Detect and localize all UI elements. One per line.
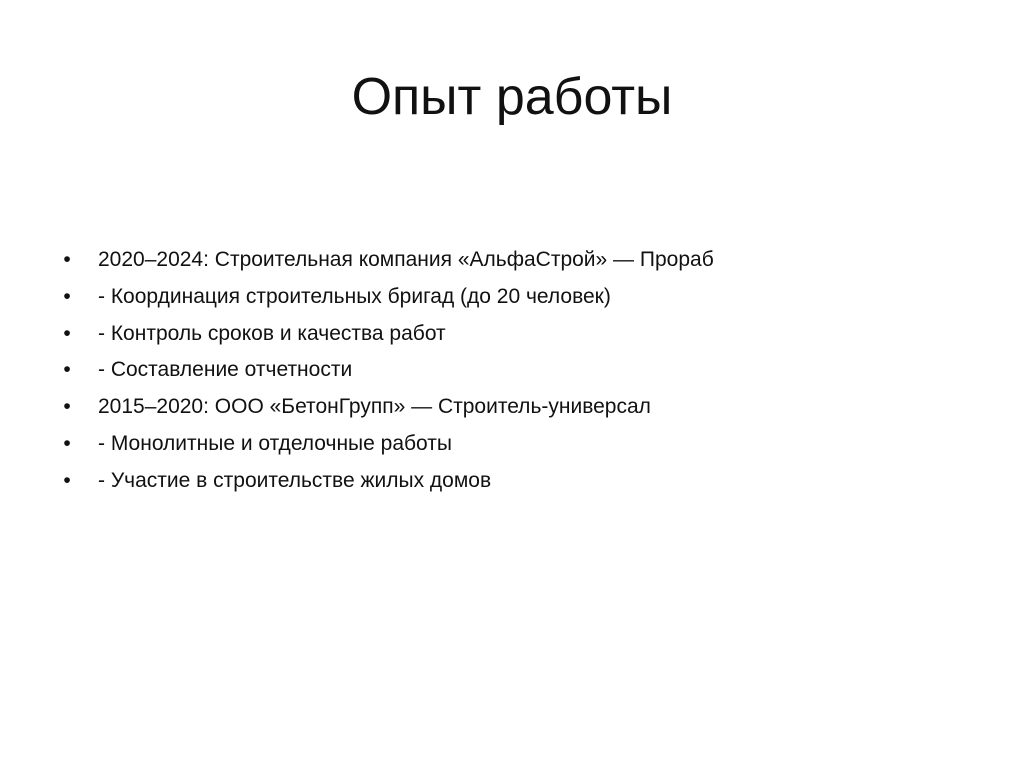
list-item-text: - Участие в строительстве жилых домов [98,468,492,492]
bullet-icon: • [63,431,71,455]
list-item-text: - Монолитные и отделочные работы [98,431,452,455]
list-item-text: - Координация строительных бригад (до 20 человек) [98,284,611,308]
bullet-icon: • [63,358,71,382]
list-item-text: 2020–2024: Строительная компания «АльфаСтрой» — Прораб [98,248,714,271]
list-item [56,428,714,465]
list-item [56,281,714,318]
list-item [56,465,714,502]
bullet-list [56,244,714,502]
list-item-text: - Контроль сроков и качества работ [98,321,446,345]
bullet-icon: • [63,468,71,492]
slide-title: Опыт работы [351,68,673,126]
list-item [56,244,714,281]
list-item-text: 2015–2020: ООО «БетонГрупп» — Строитель-универсал [98,395,651,419]
list-item-text: - Составление отчетности [98,358,353,382]
list-item [56,318,714,355]
bullet-icon: • [63,284,71,308]
bullet-icon: • [63,321,71,345]
bullet-icon: • [63,395,71,419]
bullet-icon: • [63,248,71,271]
list-item [56,391,714,428]
list-item [56,354,714,391]
